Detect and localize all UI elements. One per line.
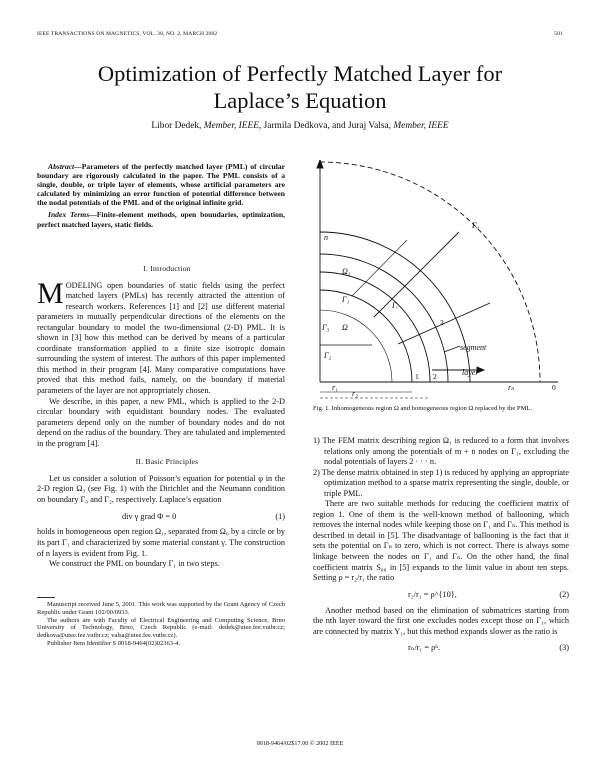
footnote-affiliation: The authors are with Faculty of Electrical Engineering and Computing Science, Brno University of Technology, Brno, Czech Republic (e-mail: dedek@utee.fee.vutbr.cz; dedkova@utee.fee.vutbr.cz; valsa@utee.fee.vutbr.cz). bbox=[37, 616, 285, 640]
label-r1: r₁ bbox=[332, 383, 338, 392]
running-header: IEEE TRANSACTIONS ON MAGNETICS, VOL. 38, NO. 2, MARCH 2002 bbox=[37, 31, 218, 37]
author-2-3: , Jarmila Dedkova, and Juraj Valsa, bbox=[258, 121, 394, 131]
authors bbox=[40, 121, 560, 131]
equation-2-body: r₂/r₁ = ρ^{10}, bbox=[408, 589, 457, 599]
equation-3 bbox=[313, 637, 569, 659]
dropcap: M bbox=[37, 276, 64, 310]
gamma3-arc bbox=[320, 310, 392, 382]
axis-arrow-up bbox=[317, 160, 323, 168]
equation-1-number: (1) bbox=[275, 512, 285, 522]
section-1-heading: I. Introduction bbox=[143, 264, 191, 273]
label-gamma3: Γ₃ bbox=[322, 323, 330, 332]
left-column bbox=[37, 264, 285, 570]
copyright-footer: 0018-9464/02$17.00 © 2002 IEEE bbox=[256, 740, 344, 747]
author-3-membership: Member, IEEE bbox=[393, 121, 449, 131]
label-one: 1 bbox=[415, 372, 419, 381]
label-omega1: Ω₁ bbox=[342, 267, 351, 276]
section-2-heading: II. Basic Principles bbox=[135, 457, 199, 467]
intro-paragraph-2: We describe, in this paper, a new PML, which is applied to the 2-D circular boundary with equidistant boundary nodes. The evaluated parameters depend only on the number of boundary nodes and do not depend on the radius of the boundary. They are tabulated and implemented in the program [4]. bbox=[37, 396, 285, 448]
figure-1 bbox=[312, 160, 570, 400]
label-gamma2: Γ₂ bbox=[324, 351, 332, 360]
principles-paragraph-2: holds in homogeneous open region Ω₁, separated from Ω₀ by a circle or by its part Γ₁ and characterized by some material constant γ. The construction of n layers is evident from Fig. 1. bbox=[37, 527, 285, 558]
steps-list bbox=[313, 436, 569, 499]
principles-paragraph-1: Let us consider a solution of Poisson’s equation for potential φ in the 2-D region Ω₃ (see Fig. 1) with the Dirichlet and the Neumann condition on boundary Γ₀ and Γ₂, respectively. Laplace’s equation bbox=[37, 473, 285, 504]
label-zero: 0 bbox=[552, 383, 556, 392]
equation-2 bbox=[313, 584, 569, 606]
layer-arc-2 bbox=[320, 254, 448, 382]
step-2: 2) The dense matrix obtained in step 1) is reduced by applying an appropriate optimization method to a sparse matrix representing the single, double, or triple PML. bbox=[313, 467, 569, 498]
label-n: n bbox=[324, 233, 328, 242]
radial-segment-3 bbox=[352, 240, 407, 296]
abstract-text: Parameters of the perfectly matched layer (PML) of circular boundary are rigorously calculated in the paper. The PML consists of a single, double, or triple layer of elements, whose artificial parameters are calculated by minimizing an error function of potential difference between the nodal potentials of the PML and of the original infinite grid. bbox=[37, 162, 285, 208]
radial-segment-1 bbox=[374, 232, 459, 317]
footnote-received: Manuscript received June 5, 2001. This work was supported by the Grant Agency of Czech Republic under Grant 102/00/0933. bbox=[37, 601, 285, 616]
intro-paragraph-1: MODELING open boundaries of static fields using the perfect matched layers (PMLs) has recently attracted the attention of research workers. References [1] and [2] use different material parameters in mutually perpendicular directions of the elements on the rectangular boundary to model the two-dimensional (2-D) PML. It is shown in [3] how this method can be derived by means of a particular coordinate transformation applied to a finite size isotropic domain surrounding the system of interest. The authors of this paper implemented this method in their program [4]. Many comparative computations have proved that this method fails, namely, on the boundary if material parameters of the layer are not appropriately chosen. bbox=[37, 276, 285, 396]
radial-segment-2 bbox=[398, 303, 490, 344]
equation-1-body: div γ grad Φ = 0 bbox=[122, 512, 177, 522]
segment-pointer bbox=[444, 346, 460, 352]
label-rn: rₙ bbox=[508, 383, 515, 392]
label-gamma-a: Γₐ bbox=[472, 221, 479, 230]
author-1-membership: Member, IEEE bbox=[203, 121, 259, 131]
footnote bbox=[37, 601, 285, 648]
label-gamma1: Γ₁ bbox=[342, 295, 350, 304]
equation-2-number: (2) bbox=[559, 589, 569, 599]
index-terms-text: Finite-element methods, open boundaries, optimization, perfect matched layers, static fields. bbox=[37, 210, 285, 229]
equation-3-number: (3) bbox=[559, 643, 569, 653]
label-two: 2 bbox=[433, 372, 437, 381]
right-paragraph-1: There are two suitable methods for reducing the coefficient matrix of region 1. One of them is the well-known method of ballooning, which removes the internal nodes while keeping those on Γ₁ and Γₙ. This method is described in detail in [5]. The disadvantage of ballooning is the fact that it sets the potential on Γₙ to zero, which is not correct. There is always some linkage between the nodes on Γ₁ and Γₙ. On the other hand, the final coefficient matrix S₀₀ in [5] expands to the limit value in about ten steps. Setting ρ = r₂/r₁ the ratio bbox=[313, 499, 569, 583]
label-two-layer: 2 bbox=[440, 318, 444, 327]
label-gamma-i: Γᵢ bbox=[392, 301, 398, 310]
footnote-rule bbox=[37, 597, 55, 598]
equation-3-body: rₙ/r₁ = ρⁿ. bbox=[408, 643, 440, 653]
label-r2: r₂ bbox=[352, 389, 358, 398]
title-line-2: Laplace’s Equation bbox=[213, 88, 387, 113]
figure-1-caption: Fig. 1. Inhomogeneous region Ω and homogeneous region Ω replaced by the PML. bbox=[313, 405, 533, 412]
step-1: 1) The FEM matrix describing region Ω₁ is reduced to a form that involves relations only among the potentials of m + n nodes on Γ₁, excluding the nodal potentials of layers 2 · · · n. bbox=[313, 436, 569, 467]
abstract-label: Abstract— bbox=[48, 162, 82, 171]
title-line-1: Optimization of Perfectly Matched Layer for bbox=[97, 61, 503, 86]
equation-1 bbox=[37, 507, 285, 527]
label-omega: Ω bbox=[342, 323, 348, 332]
page-number: 501 bbox=[554, 31, 563, 37]
label-segment: segment bbox=[460, 343, 487, 352]
right-column bbox=[313, 436, 569, 659]
label-layer: layer bbox=[462, 368, 479, 377]
paper-title bbox=[40, 60, 560, 114]
gamma1-arc bbox=[320, 290, 412, 382]
right-paragraph-2: Another method based on the elimination of submatrices starting from the nth layer toward the first one excludes nodes except those on Γ₁, which are connected by matrix Y₁, but this method expands slower as the ratio is bbox=[313, 605, 569, 636]
index-terms-label: Index Terms— bbox=[48, 210, 97, 220]
abstract bbox=[37, 162, 285, 229]
footnote-pii: Publisher Item Identifier S 0018-9464(02)02363-4. bbox=[47, 639, 181, 647]
gamma-a-arc bbox=[320, 162, 540, 382]
principles-paragraph-3: We construct the PML on boundary Γ₁ in two steps. bbox=[49, 559, 220, 569]
layer-arc-1 bbox=[320, 272, 430, 382]
author-1: Libor Dedek, bbox=[151, 121, 204, 131]
